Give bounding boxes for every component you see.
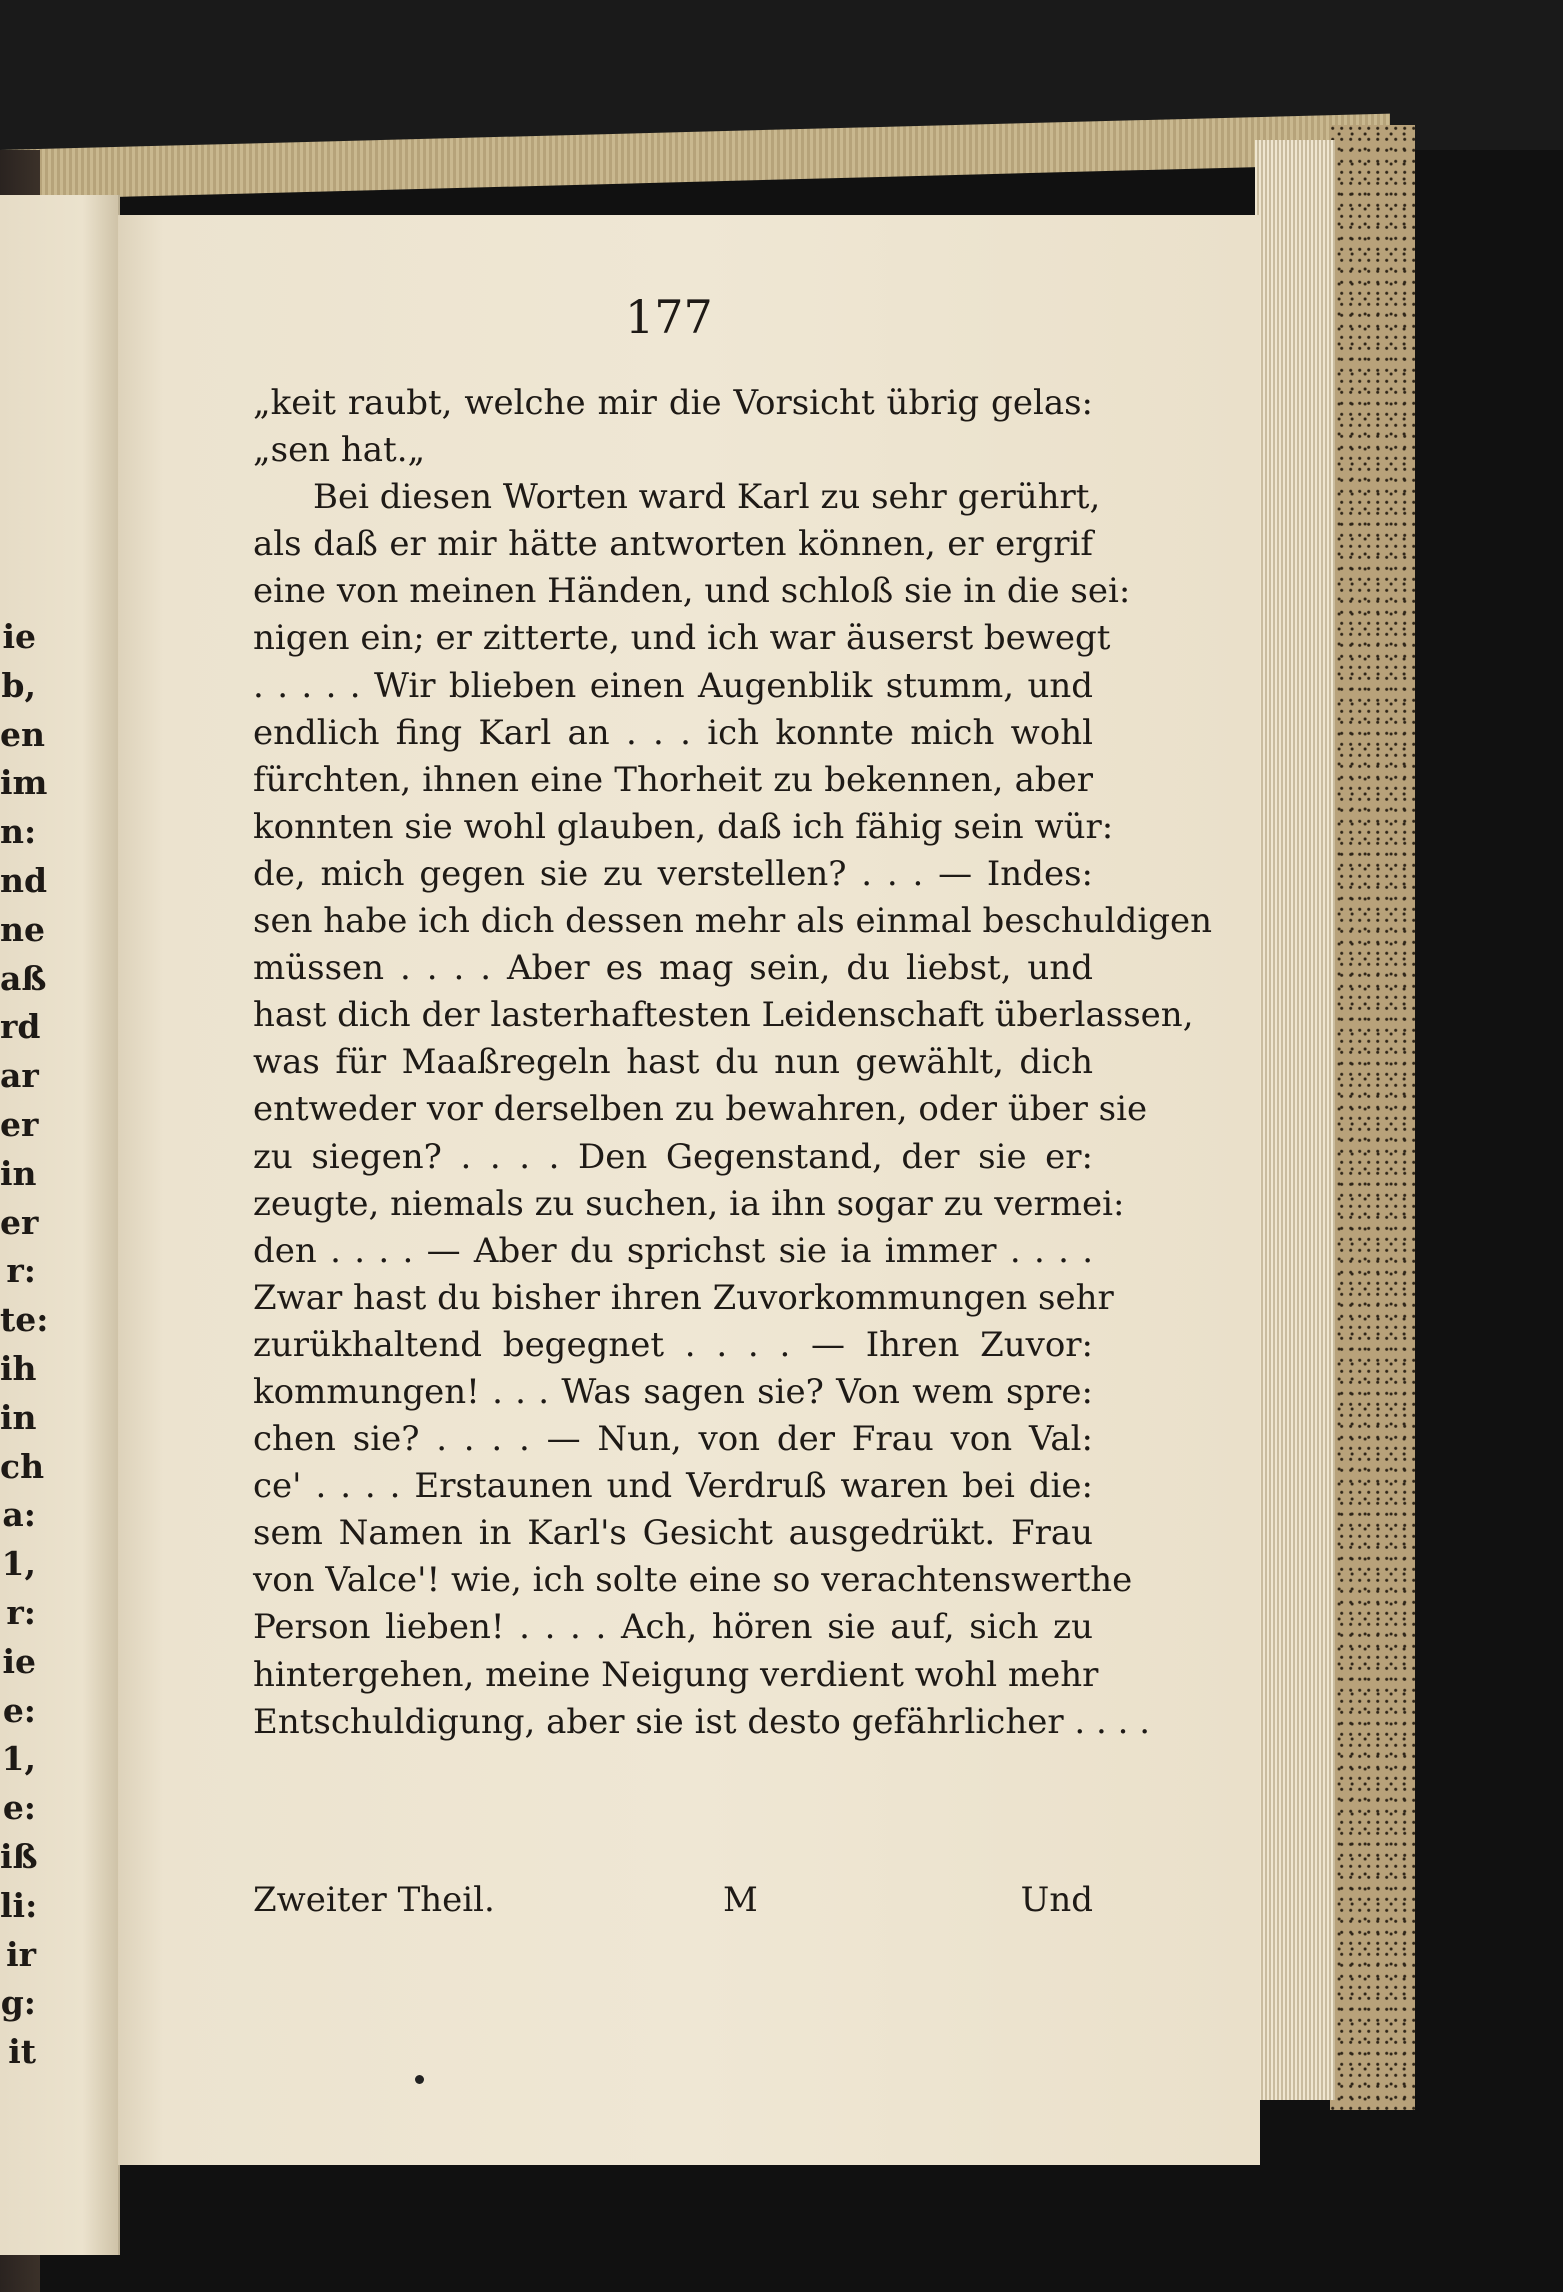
text-line: als daß er mir hätte antworten können, er ergrif — [253, 524, 1093, 565]
left-page-fragment: e: — [2, 1788, 36, 1828]
text-line: von Valce'! wie, ich solte eine so verachtenswerthe — [253, 1560, 1133, 1601]
left-page-fragment: a: — [2, 1495, 36, 1535]
left-page-fragments — [0, 613, 49, 2077]
text-line: de, mich gegen sie zu verstellen? . . . — Indes: — [253, 853, 1093, 894]
page-number: 177 — [625, 290, 713, 344]
left-page-fragment: ih — [0, 1348, 37, 1388]
text-line: Zwar hast du bisher ihren Zuvorkommungen sehr — [253, 1277, 1114, 1318]
left-page-fragment: te: — [0, 1300, 49, 1340]
text-line: endlich fing Karl an . . . ich konnte mich wohl — [253, 712, 1093, 753]
text-line: zu siegen? . . . . Den Gegenstand, der sie er: — [253, 1136, 1093, 1177]
left-page-fragment: er — [0, 1202, 39, 1242]
left-page-fragment: g: — [0, 1983, 36, 2023]
left-page-fragment: it — [8, 2032, 36, 2072]
book-edge-marbled — [1330, 125, 1415, 2110]
text-line: den . . . . — Aber du sprichst sie ia immer . . . . — [253, 1230, 1093, 1271]
text-line: zurükhaltend begegnet . . . . — Ihren Zuvor: — [253, 1324, 1093, 1365]
left-page-fragment: in — [0, 1397, 37, 1437]
left-page-fragment: ne — [0, 909, 45, 949]
left-page-fragment: in — [0, 1153, 37, 1193]
left-page-fragment: e: — [2, 1690, 36, 1730]
left-page-fragment: 1, — [1, 1739, 36, 1779]
text-line: „sen hat.„ — [253, 430, 426, 471]
page-stack-edge — [1255, 140, 1335, 2100]
page-footer — [253, 1880, 1093, 1930]
text-line: zeugte, niemals zu suchen, ia ihn sogar zu vermei: — [253, 1183, 1125, 1224]
text-line: „keit raubt, welche mir die Vorsicht übrig gelas: — [253, 383, 1093, 423]
text-line: eine von meinen Händen, und schloß sie in die sei: — [253, 571, 1131, 612]
text-line: kommungen! . . . Was sagen sie? Von wem spre: — [253, 1371, 1093, 1412]
text-line: . . . . . Wir blieben einen Augenblik stumm, und — [253, 665, 1093, 706]
left-page-fragment: r: — [6, 1592, 36, 1632]
left-page-fragment: 1, — [1, 1544, 36, 1584]
text-line: hintergehen, meine Neigung verdient wohl mehr — [253, 1654, 1099, 1695]
left-page-fragment: ch — [0, 1446, 45, 1486]
text-line: chen sie? . . . . — Nun, von der Frau von Val: — [253, 1419, 1093, 1460]
left-page-fragment: ir — [6, 1934, 36, 1974]
text-line: Person lieben! . . . . Ach, hören sie auf, sich zu — [253, 1607, 1093, 1648]
left-page-fragment: rd — [0, 1007, 41, 1047]
left-page-fragment: er — [0, 1104, 39, 1144]
text-line: fürchten, ihnen eine Thorheit zu bekennen, aber — [253, 759, 1093, 800]
left-page-fragment: b, — [1, 665, 36, 705]
left-page-fragment: ar — [0, 1056, 39, 1096]
signature-line: Zweiter Theil. — [253, 1880, 495, 1920]
left-page-fragment: r: — [6, 1251, 36, 1291]
left-page-fragment: ie — [2, 1641, 36, 1681]
left-page-fragment: li: — [0, 1885, 38, 1925]
catchword: Und — [1020, 1880, 1093, 1920]
left-page-fragment: im — [0, 763, 48, 803]
left-page — [0, 195, 120, 2255]
left-page-fragment: aß — [0, 958, 47, 998]
left-page-fragment: iß — [0, 1836, 38, 1876]
text-line: Bei diesen Worten ward Karl zu sehr gerührt, — [313, 477, 1101, 518]
text-line: was für Maaßregeln hast du nun gewählt, dich — [253, 1042, 1093, 1083]
text-line: Entschuldigung, aber sie ist desto gefährlicher . . . . — [253, 1701, 1151, 1742]
text-line: sen habe ich dich dessen mehr als einmal beschuldigen — [253, 901, 1213, 942]
left-page-fragment: n: — [0, 812, 37, 852]
text-line: konnten sie wohl glauben, daß ich fähig sein wür: — [253, 806, 1114, 847]
text-line: entweder vor derselben zu bewahren, oder über sie — [253, 1089, 1148, 1130]
left-page-fragment: ie — [2, 617, 36, 656]
body-text — [253, 380, 1213, 1746]
left-page-fragment: nd — [0, 860, 48, 900]
sheet-mark: M — [723, 1880, 758, 1920]
text-line: nigen ein; er zitterte, und ich war äuserst bewegt — [253, 618, 1111, 659]
text-line: müssen . . . . Aber es mag sein, du liebst, und — [253, 948, 1093, 989]
text-line: hast dich der lasterhaftesten Leidenschaft überlassen, — [253, 995, 1194, 1036]
ink-spot — [415, 2075, 424, 2084]
text-line: ce' . . . . Erstaunen und Verdruß waren bei die: — [253, 1466, 1093, 1507]
text-line: sem Namen in Karl's Gesicht ausgedrükt. Frau — [253, 1513, 1093, 1554]
left-page-fragment: en — [0, 714, 45, 754]
